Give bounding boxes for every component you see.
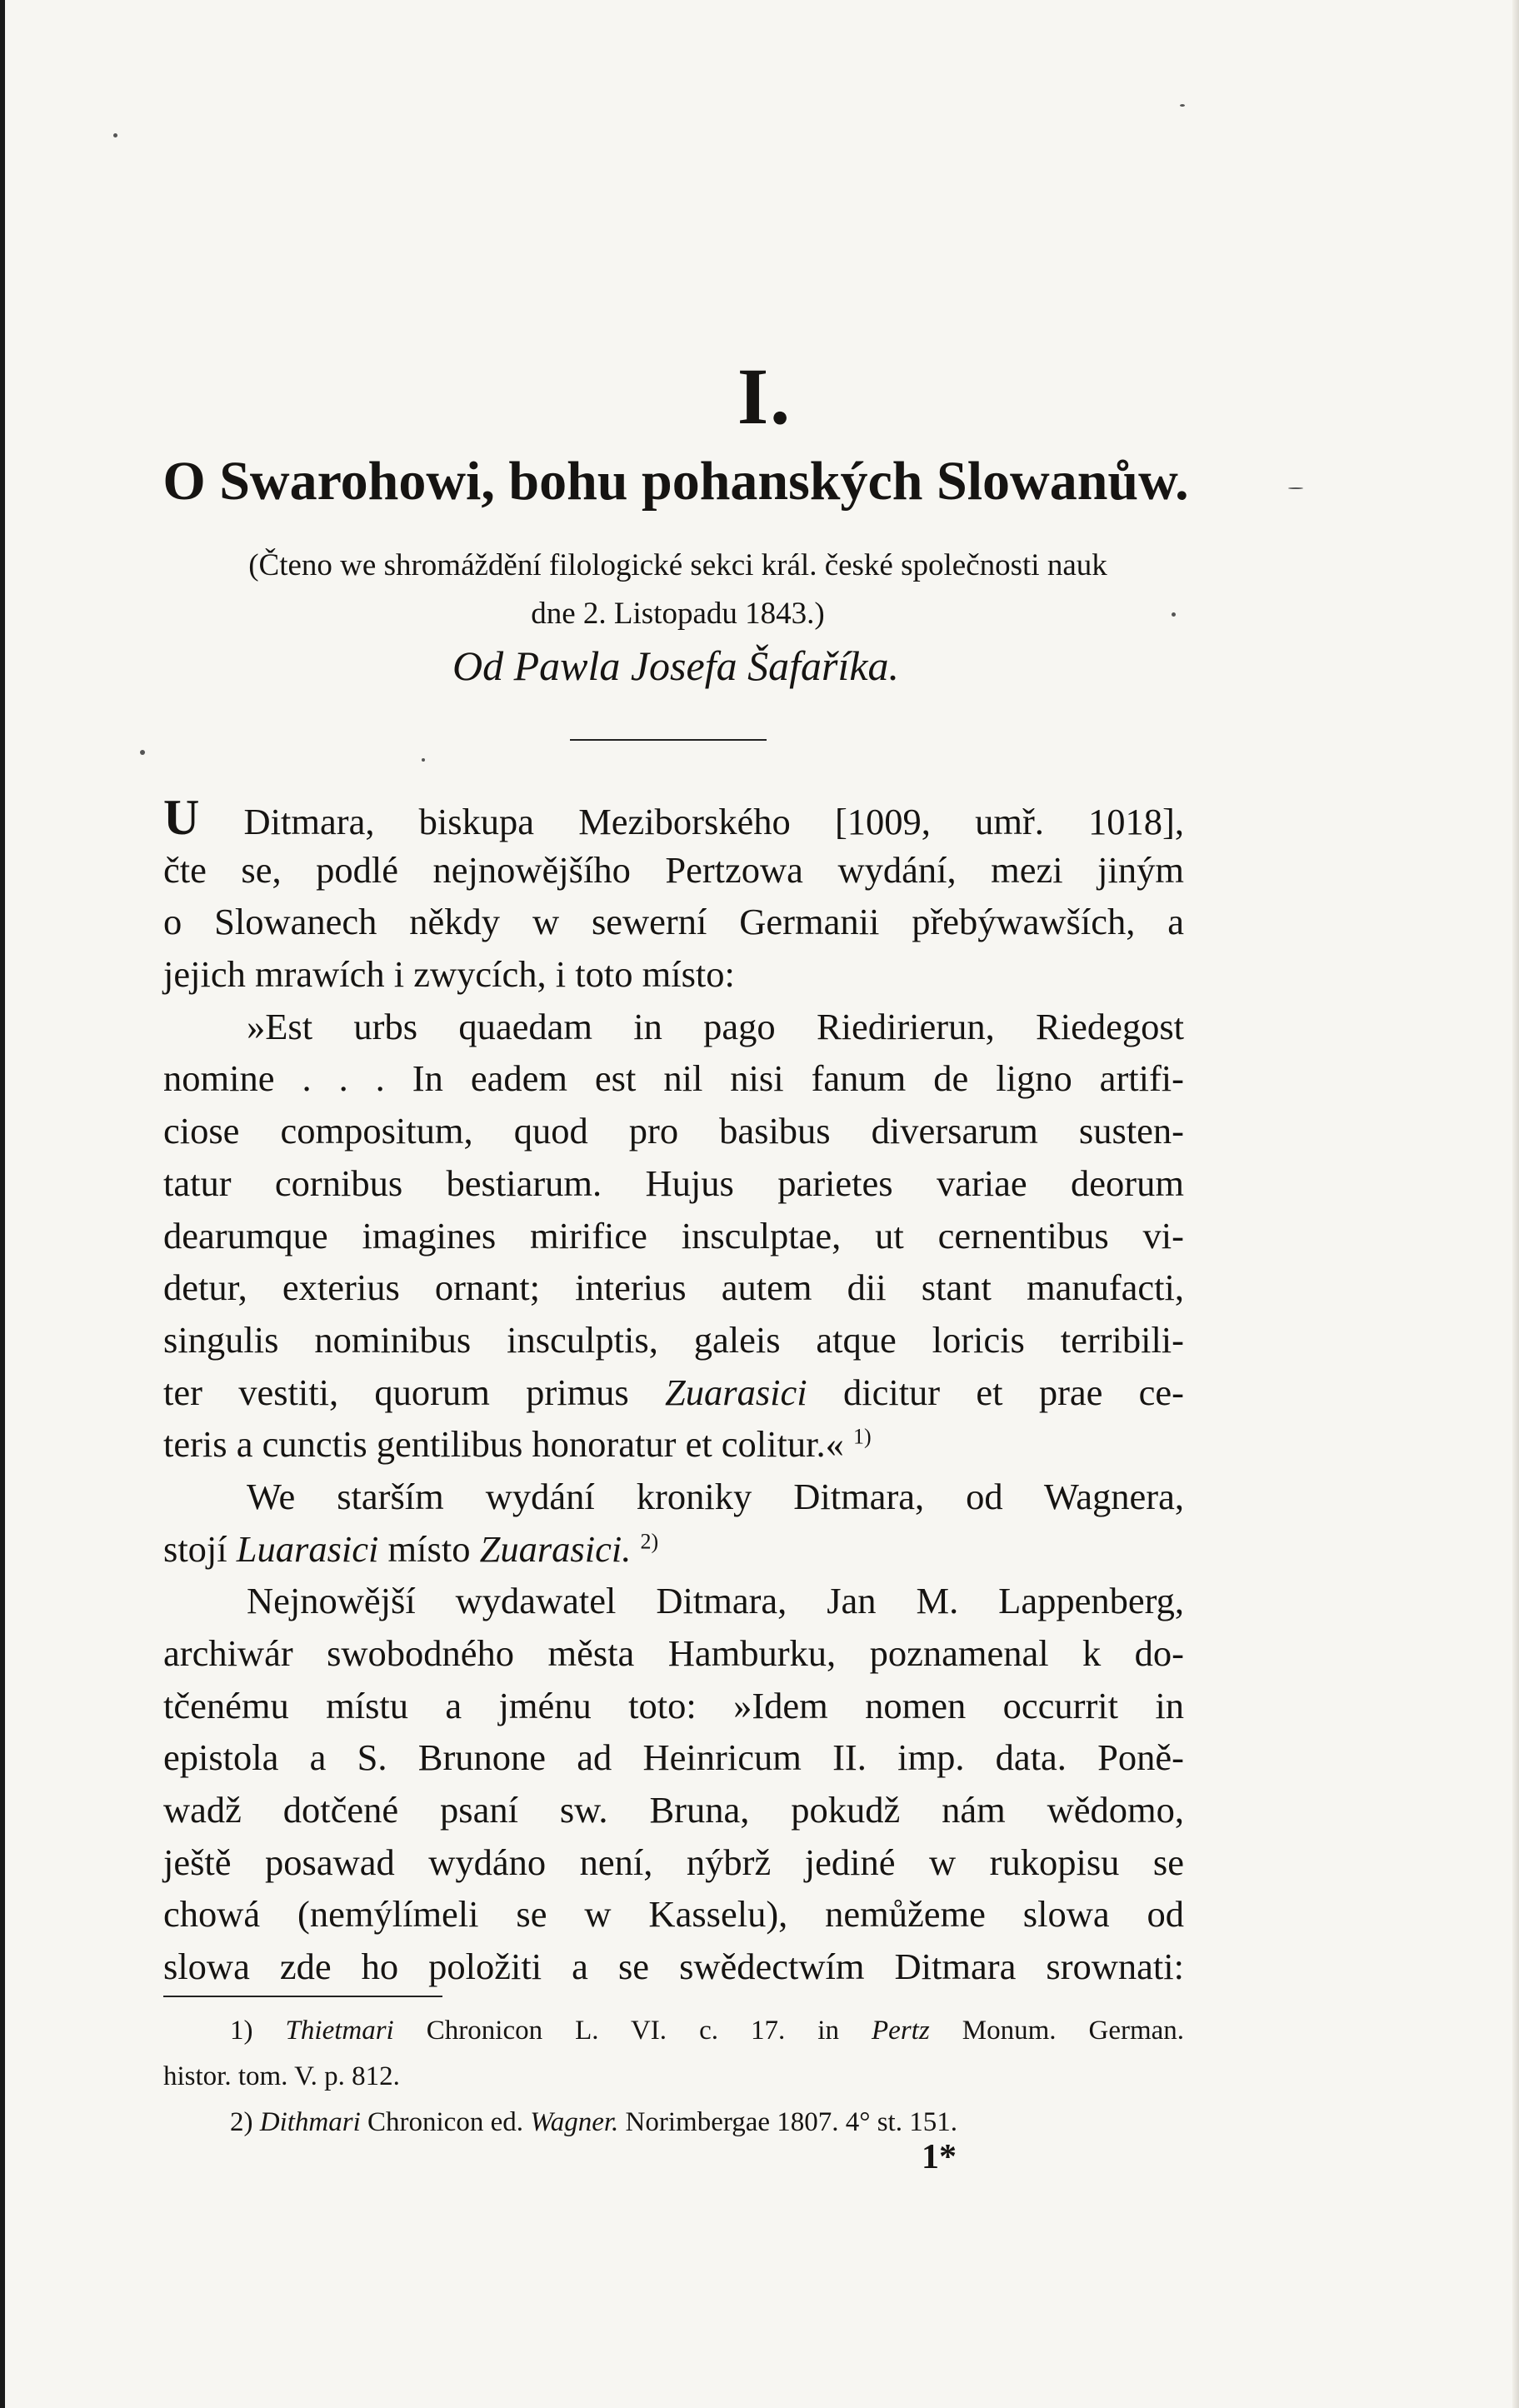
quote-line: nomine . . . In eadem est nil nisi fanum de ligno artifi- [163,1057,1184,1100]
scan-speck [113,133,117,137]
footnote-ref: 2) [640,1529,659,1554]
deity-name: Zuarasici [665,1371,807,1413]
text-run: Wagner. [530,2107,619,2137]
quote-line: tatur cornibus bestiarum. Hujus parietes variae deorum [163,1162,1184,1204]
subtitle [151,542,1205,638]
text-run: Pertz [872,2016,930,2046]
deity-name: Luarasici [236,1527,379,1570]
text-run: stojí [163,1527,227,1570]
text-run: teris a cunctis gentilibus honoratur et colitur.« [163,1423,844,1466]
scan-speck [1180,104,1185,107]
drop-cap: U [163,790,200,845]
quote-line: singulis nominibus insculptis, galeis atque loricis terribili- [163,1318,1184,1361]
text-run: Norimbergae 1807. 4° st. 151. [625,2107,957,2137]
page-title: O Swarohowi, bohu pohanských Slowanůw. [162,451,1189,512]
footnote-number: 1) [230,2016,253,2046]
quote-line: »Est urbs quaedam in pago Riedirierun, Riedegost [247,1005,1184,1047]
footnote-line [163,2100,1184,2146]
author-line: Od Pawla Josefa Šafaříka. [452,642,900,689]
paragraph-line: jejich mrawích i zwycích, i toto místo: [163,953,735,996]
deity-name: Zuarasici. [479,1527,632,1570]
body-text [163,792,1184,1993]
text-run: Chronicon L. VI. c. 17. in [426,2016,839,2046]
text-run: ter vestiti, quorum primus [163,1371,629,1413]
quote-line: detur, exterius ornant; interius autem dii stant manufacti, [163,1266,1184,1309]
paragraph-line: wadž dotčené psaní sw. Bruna, pokudž nám wědomo, [163,1789,1184,1831]
scan-speck [140,750,145,755]
footnote-ref: 1) [853,1424,872,1449]
paragraph-line: tčenému místu a jménu toto: »Idem nomen occurrit in [163,1684,1184,1726]
text-run: Chronicon ed. [367,2107,523,2137]
chapter-number: I. [737,352,792,441]
paragraph-line: o Slowanech někdy w sewerní Germanii přebýwawších, a [163,901,1184,943]
text-run: dicitur et prae ce- [842,1371,1185,1413]
footnote-line: histor. tom. V. p. 812. [163,2061,400,2091]
footnote-line [163,2008,1184,2054]
paragraph-line: Nejnowější wydawatel Ditmara, Jan M. Lappenberg, [247,1580,1184,1622]
footnotes [163,2008,1184,2146]
paragraph-line: chowá (nemýlímeli se w Kasselu), nemůžeme slowa od [163,1893,1184,1936]
text-run: Monum. German. [962,2016,1185,2046]
footnote-number: 2) [230,2107,253,2137]
paragraph-line: ještě posawad wydáno není, nýbrž jediné w rukopisu se [163,1841,1184,1883]
paragraph-line: čte se, podlé nejnowějšího Pertzowa wydání, mezi jiným [163,848,1184,891]
paragraph-line: epistola a S. Brunone ad Heinricum II. imp. data. Poně- [163,1736,1184,1779]
paragraph-line: We starším wydání kroniky Ditmara, od Wagnera, [247,1475,1184,1517]
paragraph-line: archiwár swobodného města Hamburku, poznamenal k do- [163,1632,1184,1674]
quote-line: dearumque imagines mirifice insculptae, ut cernentibus vi- [163,1214,1184,1256]
paragraph-line [163,1523,1184,1576]
subtitle-line-2: dne 2. Listopadu 1843.) [531,597,825,631]
text-run: Thietmari [285,2016,394,2046]
paragraph-line: slowa zde ho položiti a se swědectwím Ditmara srownati: [163,1946,1184,1988]
paragraph-line [163,792,1184,844]
signature-mark: 1* [922,2138,957,2176]
text-run: Dithmari [259,2107,361,2137]
title-divider [570,739,767,741]
quote-line [163,1418,1184,1471]
text-run: Ditmara, biskupa Meziborského [1009, umř. 1018], [243,801,1184,842]
footnote-divider [163,1996,442,1997]
scan-speck [1172,612,1176,617]
scan-speck [422,758,425,762]
quote-line [163,1366,1184,1419]
subtitle-line-1: (Čteno we shromáždění filologické sekci král. české společnosti nauk [248,548,1107,582]
quote-line: ciose compositum, quod pro basibus diversarum susten- [163,1110,1184,1152]
scan-speck [1288,487,1303,489]
text-run: místo [387,1527,471,1570]
